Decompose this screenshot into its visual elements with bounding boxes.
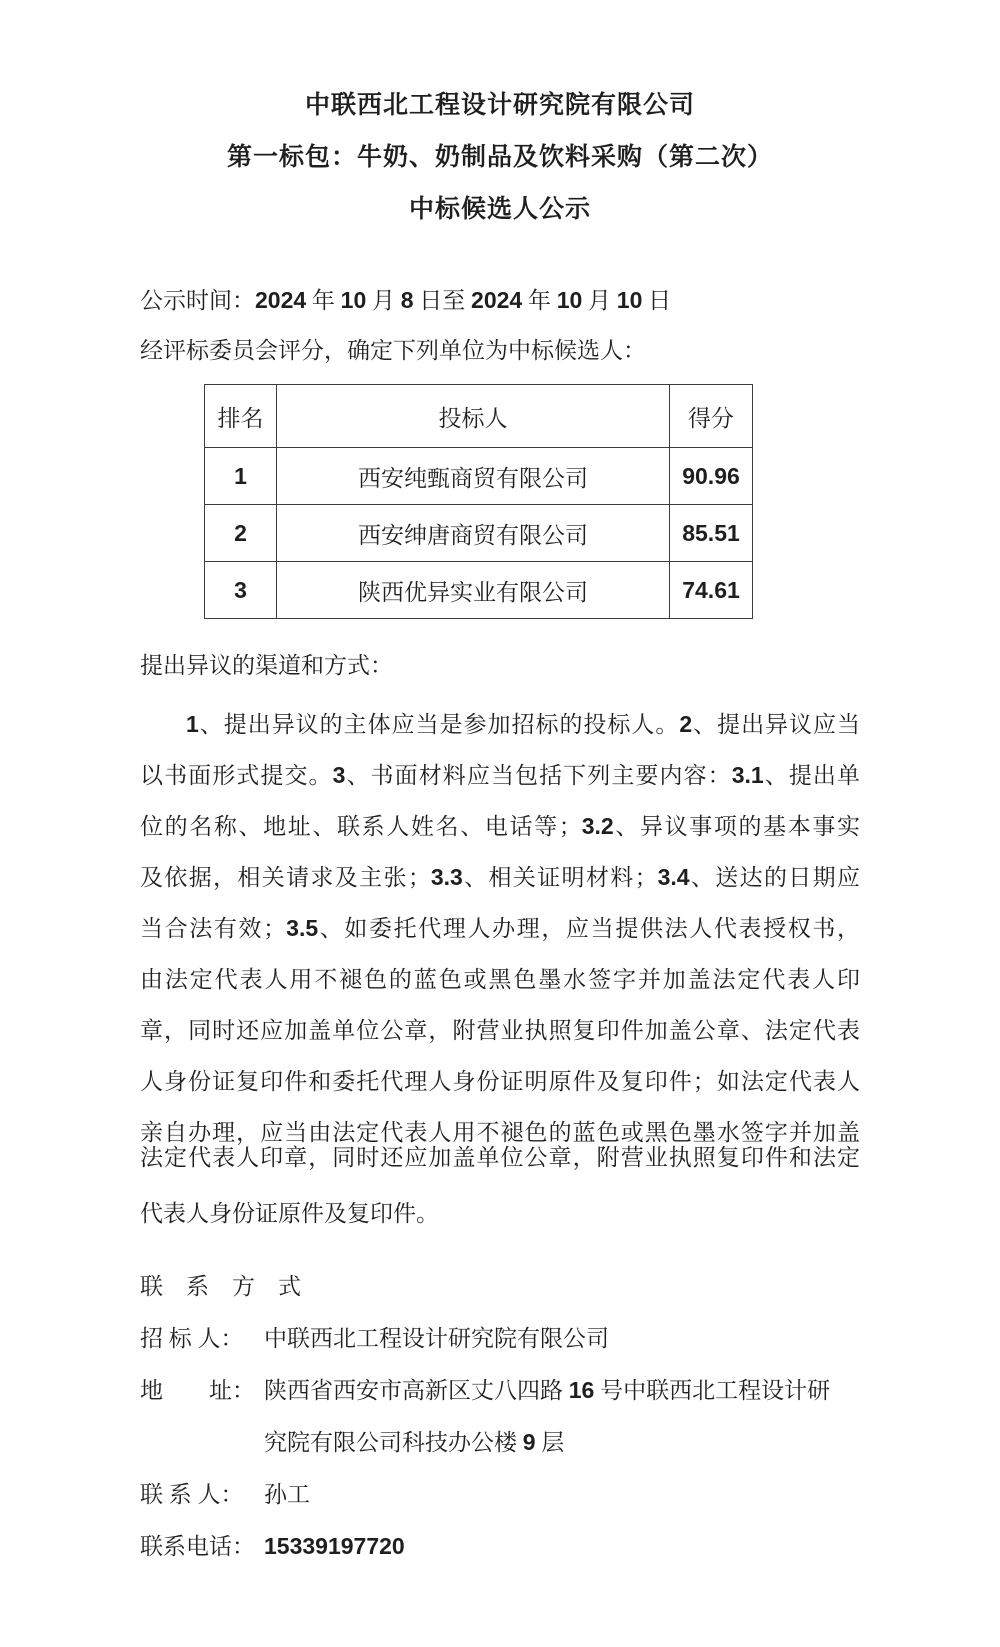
objection-line: 当合法有效；3.5、如委托代理人办理，应当提供法人代表授权书，: [140, 916, 860, 941]
contact-item-value-line: 究院有限公司科技办公楼 9 层: [264, 1430, 565, 1455]
col-header-score: 得分: [670, 385, 753, 448]
contact-item-value-line: 15339197720: [264, 1534, 405, 1559]
evaluation-note: 经评标委员会评分，确定下列单位为中标候选人：: [140, 338, 646, 363]
objection-line: 1、提出异议的主体应当是参加招标的投标人。2、提出异议应当: [186, 712, 860, 737]
objection-line: 代表人身份证原件及复印件。: [140, 1201, 439, 1226]
contact-list: [140, 1313, 860, 1573]
contact-item: [140, 1521, 860, 1573]
contact-item-value: [264, 1469, 860, 1521]
objection-line: 位的名称、地址、联系人姓名、电话等；3.2、异议事项的基本事实: [140, 814, 860, 839]
table-row: [205, 505, 753, 562]
document-title-line-2: 第一标包：牛奶、奶制品及饮料采购（第二次）: [226, 144, 773, 171]
objection-line: 及依据，相关请求及主张；3.3、相关证明材料；3.4、送达的日期应: [140, 865, 860, 890]
bidder-cell: 陕西优异实业有限公司: [277, 562, 670, 619]
rank-cell: 2: [205, 505, 277, 562]
table-row: [205, 562, 753, 619]
col-header-bidder: 投标人: [277, 385, 670, 448]
contact-item-label: 联系电话：: [140, 1534, 255, 1559]
objection-line: 法定代表人印章，同时还应加盖单位公章，附营业执照复印件和法定: [140, 1145, 860, 1170]
contact-item-value-line: 中联西北工程设计研究院有限公司: [264, 1326, 609, 1351]
document-title-line-3: 中标候选人公示: [408, 196, 591, 223]
candidates-table-body: [205, 448, 753, 619]
contact-item-label: 招 标 人：: [140, 1326, 244, 1351]
rank-cell: 1: [205, 448, 277, 505]
objection-line: 由法定代表人用不褪色的蓝色或黑色墨水签字并加盖法定代表人印: [140, 967, 860, 992]
publicity-period: 公示时间：2024 年 10 月 8 日至 2024 年 10 月 10 日: [140, 288, 672, 313]
objection-paragraph: [140, 699, 860, 1239]
candidates-table: [204, 384, 753, 619]
contact-item-value: [264, 1365, 860, 1469]
score-cell: 90.96: [670, 448, 753, 505]
bidder-cell: 西安绅唐商贸有限公司: [277, 505, 670, 562]
document-title-block: [140, 80, 860, 236]
contact-item-value-line: 陕西省西安市高新区丈八四路 16 号中联西北工程设计研: [264, 1378, 831, 1403]
contact-item-value: [264, 1521, 860, 1573]
objection-line: 亲自办理，应当由法定代表人用不褪色的蓝色或黑色墨水签字并加盖: [140, 1120, 860, 1145]
score-cell: 74.61: [670, 562, 753, 619]
candidates-table-header: [205, 385, 753, 448]
intro-block: [140, 276, 860, 376]
contact-item-label: 联 系 人：: [140, 1482, 244, 1507]
col-header-rank: 排名: [205, 385, 277, 448]
objection-heading: 提出异议的渠道和方式：: [140, 653, 393, 678]
table-row: [205, 448, 753, 505]
score-cell: 85.51: [670, 505, 753, 562]
contact-item-value: [264, 1313, 860, 1365]
objection-line: 以书面形式提交。3、书面材料应当包括下列主要内容：3.1、提出单: [140, 763, 860, 788]
objection-line: 章，同时还应加盖单位公章，附营业执照复印件加盖公章、法定代表: [140, 1018, 860, 1043]
objection-line: 人身份证复印件和委托代理人身份证明原件及复印件；如法定代表人: [140, 1069, 860, 1094]
contact-item: [140, 1469, 860, 1521]
contact-heading: 联 系 方 式: [140, 1274, 301, 1299]
contact-item: [140, 1313, 860, 1365]
rank-cell: 3: [205, 562, 277, 619]
contact-item-label: 地 址：: [140, 1378, 255, 1403]
contact-item-value-line: 孙工: [264, 1482, 310, 1507]
bidder-cell: 西安纯甄商贸有限公司: [277, 448, 670, 505]
table-header-row: [205, 385, 753, 448]
contact-item: [140, 1365, 860, 1469]
document-title-line-1: 中联西北工程设计研究院有限公司: [304, 92, 695, 119]
